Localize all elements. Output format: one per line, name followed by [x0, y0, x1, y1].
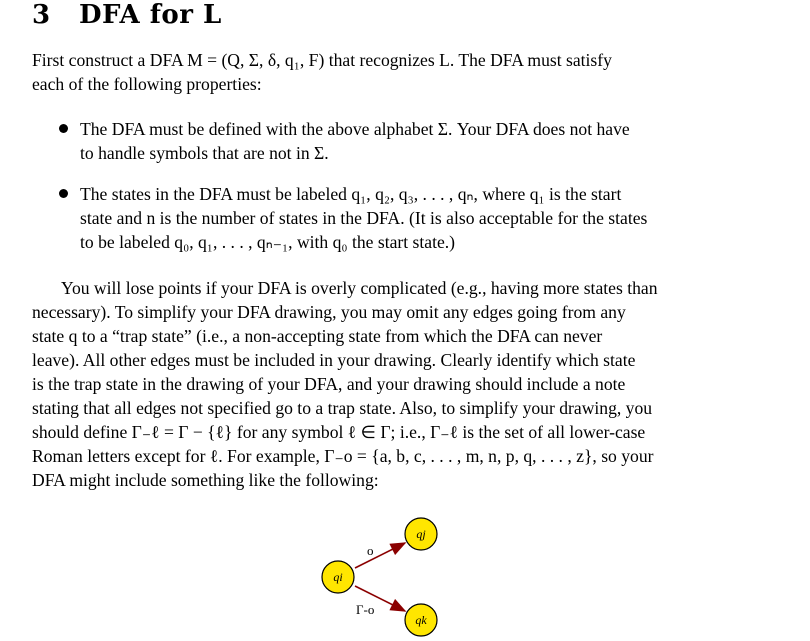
body-line-7: should define Γ₋ℓ = Γ − {ℓ} for any symbol ℓ ∈ Γ; i.e., Γ₋ℓ is the set of all lower-case — [32, 422, 646, 442]
state-label-qi: qi — [333, 570, 343, 584]
intro-line-2: each of the following properties: — [32, 74, 262, 94]
bullet-1-line-1: The DFA must be defined with the above alphabet Σ. Your DFA does not have — [80, 119, 630, 139]
body-line-1: You will lose points if your DFA is overly complicated (e.g., having more states than — [61, 278, 658, 298]
intro-line-1: First construct a DFA M = (Q, Σ, δ, q₁, F) that recognizes L. The DFA must satisfy — [32, 50, 612, 70]
body-line-9: DFA might include something like the following: — [32, 470, 379, 490]
bullet-2-line-2: state and n is the number of states in the DFA. (It is also acceptable for the states — [80, 208, 648, 228]
body-line-6: stating that all edges not specified go to a trap state. Also, to simplify your drawing, you — [32, 398, 653, 418]
edge-qi-qj — [355, 543, 405, 568]
section-title: DFA for L — [79, 0, 222, 30]
edge-label-gamma-o: Γ-o — [356, 602, 375, 617]
body-line-3: state q to a “trap state” (i.e., a non-accepting state from which the DFA can never — [32, 326, 603, 346]
body-line-5: is the trap state in the drawing of your DFA, and your drawing should include a note — [32, 374, 626, 394]
body-line-8: Roman letters except for ℓ. For example, Γ₋o = {a, b, c, . . . , m, n, p, q, . . . , z}, so your — [32, 446, 654, 466]
bullet-2-line-3: to be labeled q₀, q₁, . . . , qₙ₋₁, with q₀ the start state.) — [80, 232, 456, 252]
bullet-2-line-1: The states in the DFA must be labeled q₁, q₂, q₃, . . . , qₙ, where q₁ is the start — [80, 184, 622, 204]
edge-label-o: o — [367, 543, 374, 558]
state-label-qk: qk — [415, 613, 427, 627]
bullet-1-line-2: to handle symbols that are not in Σ. — [80, 143, 329, 163]
body-line-2: necessary). To simplify your DFA drawing, you may omit any edges going from any — [32, 302, 626, 322]
state-label-qj: qj — [416, 527, 426, 541]
body-line-4: leave). All other edges must be included in your drawing. Clearly identify which state — [32, 350, 636, 370]
section-number: 3 — [32, 0, 51, 30]
